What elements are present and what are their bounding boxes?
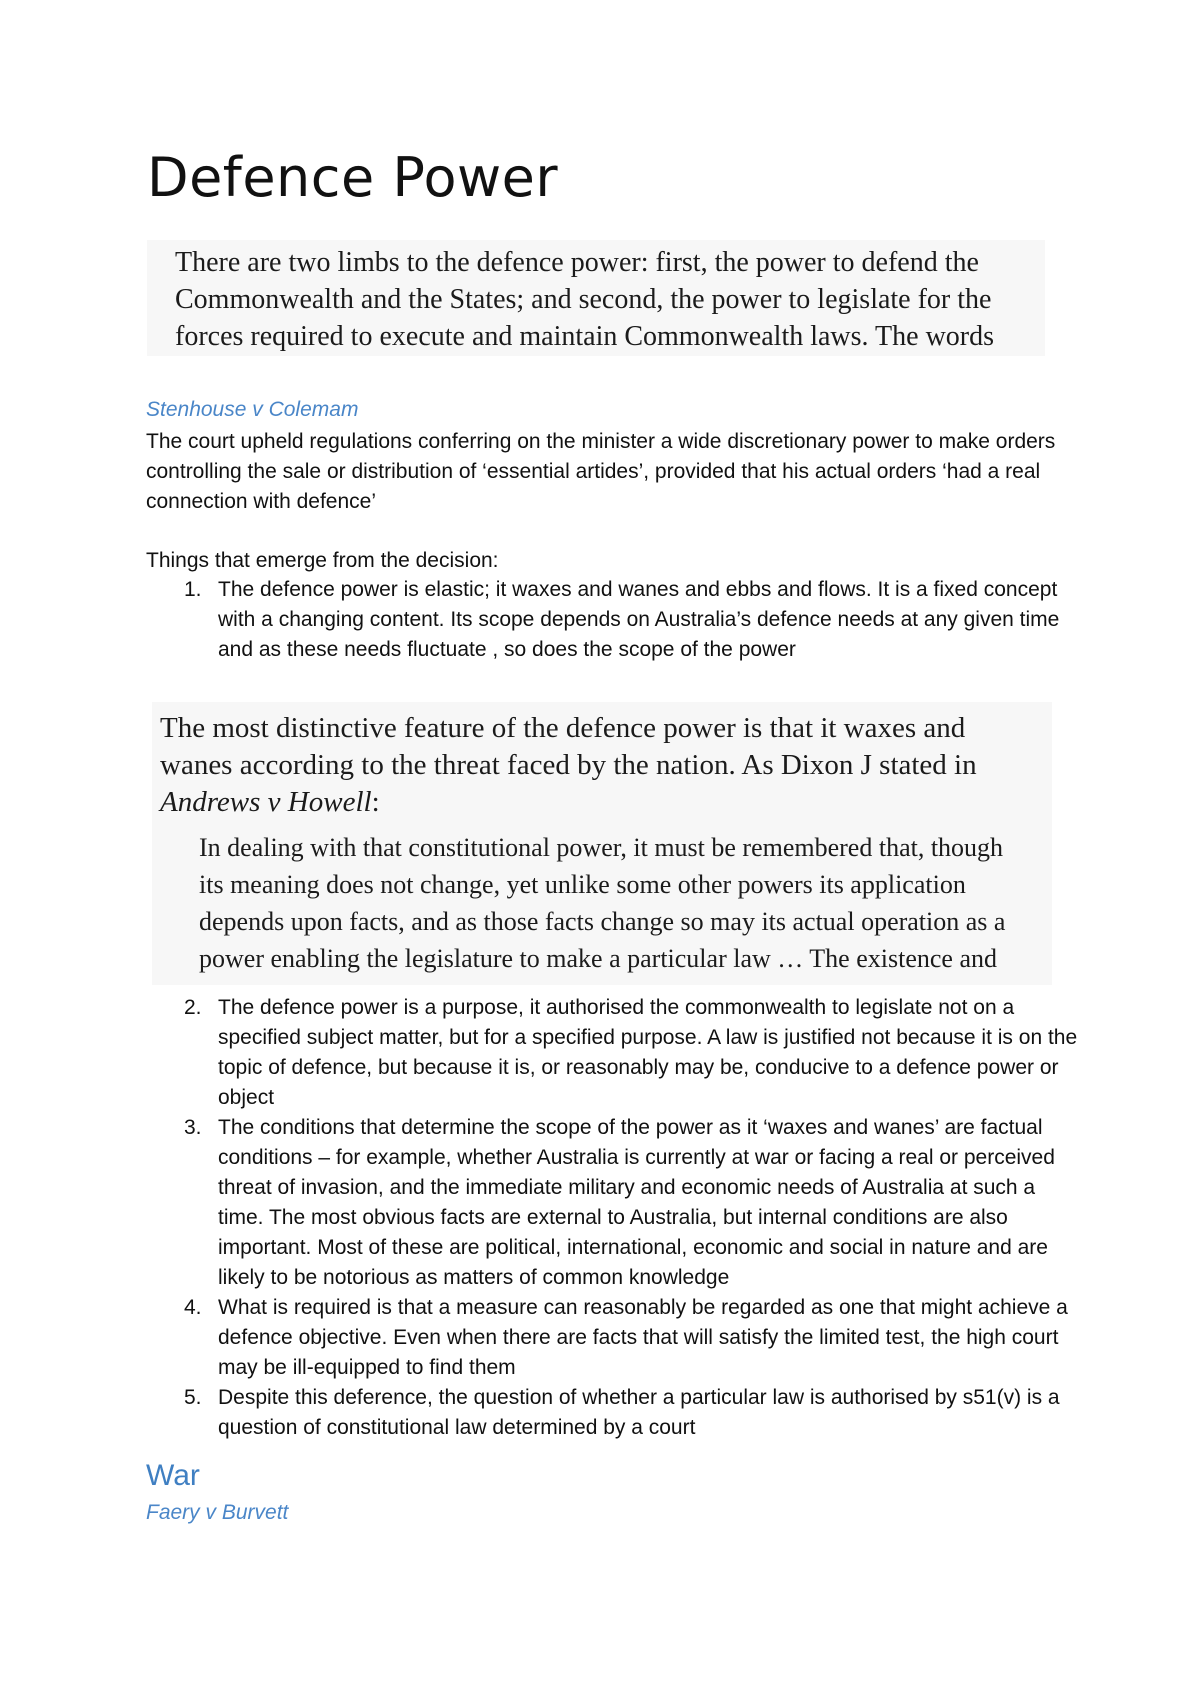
list-number: 4.	[184, 1296, 202, 1319]
scan-line: There are two limbs to the defence power: first, the power to defend the	[175, 247, 979, 278]
list-item-text: The defence power is elastic; it waxes and wanes and ebbs and flows. It is a fixed concept with a changing content. Its scope depends on Australia’s defence needs at any given time and as these needs fluctuate , so does the scope of the power	[218, 578, 1060, 661]
list-item	[146, 993, 1086, 1113]
list-item-text: The conditions that determine the scope of the power as it ‘waxes and wanes’ are factual conditions – for example, whether Australia is currently at war or facing a real or perceived threat of invasion, and the immediate military and economic needs of Australia at such a time. The most obvious facts are external to Australia, but internal conditions are also important. Most of these are political, international, economic and social in nature and are likely to be notorious as matters of common knowledge	[218, 1116, 1055, 1289]
list-number: 5.	[184, 1386, 202, 1409]
list-item-text: Despite this deference, the question of whether a particular law is authorised by s51(v) is a question of constitutional law determined by a court	[218, 1386, 1060, 1439]
scan-line: depends upon facts, and as those facts change so may its actual operation as a	[199, 907, 1006, 936]
scan-case-citation: Andrews v Howell	[160, 786, 372, 818]
scan-line: The most distinctive feature of the defence power is that it waxes and	[160, 712, 966, 744]
list-item	[146, 1113, 1086, 1293]
scan-line: In dealing with that constitutional power, it must be remembered that, though	[199, 833, 1004, 862]
list-number: 3.	[184, 1116, 202, 1139]
scan-line: its meaning does not change, yet unlike some other powers its application	[199, 870, 966, 899]
list-number: 2.	[184, 996, 202, 1019]
list-item	[146, 1383, 1086, 1443]
list-item-text: What is required is that a measure can reasonably be regarded as one that might achieve a defence objective. Even when there are facts that will satisfy the limited test, the high court may be ill-equipped to find them	[218, 1296, 1068, 1379]
scan-block-quote	[199, 829, 1005, 977]
findings-list-part-1	[146, 575, 1086, 665]
scanned-excerpt-andrews	[152, 702, 1052, 985]
section-heading-war: War	[146, 1459, 200, 1492]
list-item	[146, 575, 1086, 665]
scan-colon: :	[371, 786, 380, 818]
scan-paragraph	[160, 710, 977, 821]
case-summary: The court upheld regulations conferring on the minister a wide discretionary power to make orders controlling the sale or distribution of ‘essential artides’, provided that his actual orders ‘had a real connection with defence’	[146, 430, 1056, 513]
case-heading-stenhouse: Stenhouse v Colemam	[146, 398, 359, 421]
scan-line	[160, 784, 977, 821]
list-item	[146, 1293, 1086, 1383]
list-intro: Things that emerge from the decision:	[146, 549, 499, 572]
list-number: 1.	[184, 578, 202, 601]
scan-line: power enabling the legislature to make a particular law … The existence and	[199, 944, 997, 973]
scan-line: wanes according to the threat faced by the nation. As Dixon J stated in	[160, 749, 977, 781]
findings-list-part-2	[146, 993, 1086, 1443]
list-item-text: The defence power is a purpose, it authorised the commonwealth to legislate not on a specified subject matter, but for a specified purpose. A law is justified not because it is on the topic of defence, but because it is, or reasonably may be, conducive to a defence power or object	[218, 996, 1078, 1109]
case-heading-faery: Faery v Burvett	[146, 1501, 289, 1524]
scanned-excerpt-limbs	[147, 240, 1045, 356]
scan-line: forces required to execute and maintain Commonwealth laws. The words	[175, 321, 995, 352]
page-title: Defence Power	[147, 146, 559, 209]
scan-line: Commonwealth and the States; and second, the power to legislate for the	[175, 284, 992, 315]
